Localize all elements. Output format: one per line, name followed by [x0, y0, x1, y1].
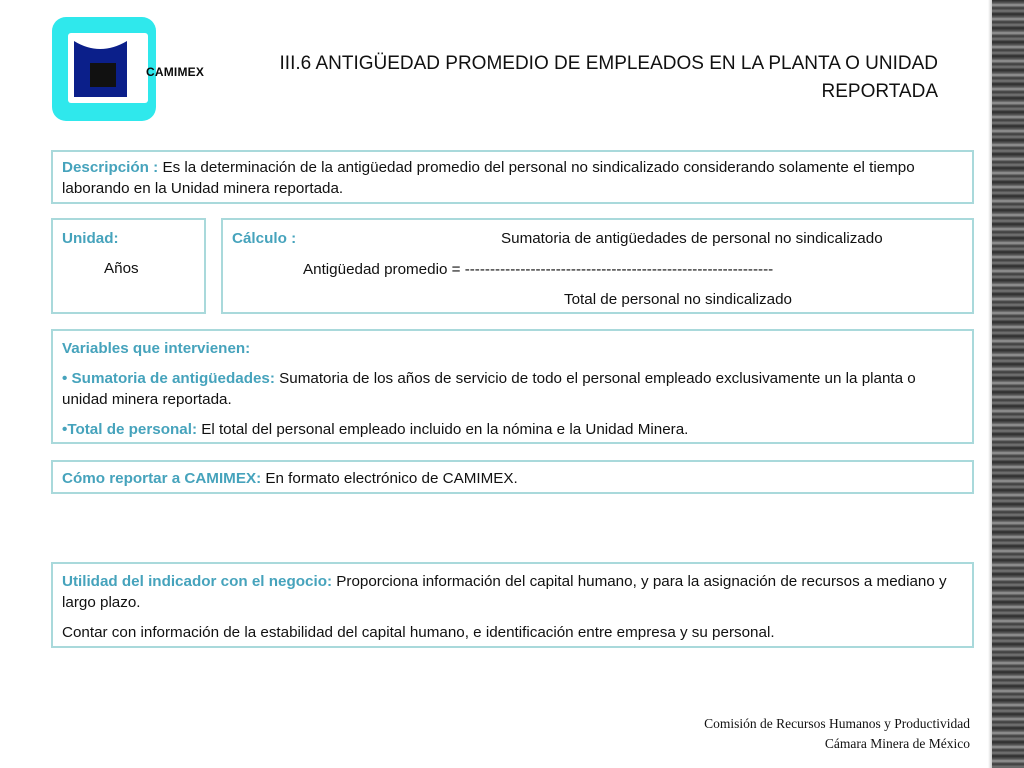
calculation-box — [221, 218, 974, 314]
logo-label: CAMIMEX — [146, 65, 205, 79]
footer-line-2: Cámara Minera de México — [824, 736, 970, 751]
item-1-text: Sumatoria de los años de servicio de todo el personal empleado exclusivamente un la planta o unidad minera reportada. — [62, 370, 916, 408]
title-line-1: III.6 ANTIGÜEDAD PROMEDIO DE EMPLEADOS EN LA PLANTA O UNIDAD — [279, 53, 938, 74]
reporting-text: En formato electrónico de CAMIMEX. — [261, 470, 518, 487]
item-2-text: El total del personal empleado incluido en la nómina e la Unidad Minera. — [197, 421, 689, 438]
bullet-2: • — [62, 421, 68, 438]
page-title — [250, 50, 938, 106]
calculation-label: Cálculo : — [232, 230, 297, 247]
description-label: Descripción : — [62, 159, 159, 176]
camimex-logo — [52, 17, 156, 121]
item-1-label: Sumatoria de antigüedades: — [71, 370, 275, 387]
variables-label: Variables que intervienen: — [62, 340, 251, 357]
calculation-denominator: Total de personal no sindicalizado — [564, 291, 792, 308]
utility-text: Proporciona información del capital humano, y para la asignación de recursos a mediano y largo plazo. — [62, 573, 947, 611]
utility-label: Utilidad del indicador con el negocio: — [62, 573, 333, 590]
logo-core — [90, 63, 116, 87]
unit-label: Unidad: — [62, 230, 119, 247]
utility-box — [51, 562, 974, 648]
description-text: Es la determinación de la antigüedad promedio del personal no sindicalizado considerando solamente el tiempo laborando en la Unidad minera reportada. — [62, 159, 915, 197]
bullet-1: • — [62, 370, 72, 387]
item-2-label: Total de personal: — [67, 421, 197, 438]
unit-value: Años — [104, 260, 139, 277]
reporting-label: Cómo reportar a CAMIMEX: — [62, 470, 262, 487]
calculation-numerator: Sumatoria de antigüedades de personal no sindicalizado — [501, 230, 883, 247]
footer-line-1: Comisión de Recursos Humanos y Productividad — [704, 716, 970, 731]
unit-box — [51, 218, 206, 314]
reporting-box — [51, 460, 974, 494]
title-line-2: REPORTADA — [821, 81, 938, 102]
variables-item-2 — [62, 419, 963, 440]
footer — [704, 714, 970, 754]
utility-text-2: Contar con información de la estabilidad del capital humano, e identificación entre empresa y su personal. — [62, 624, 775, 641]
calculation-formula: Antigüedad promedio = ------------------------------------------------------------- — [303, 261, 774, 278]
description-box — [51, 150, 974, 204]
decorative-edge — [988, 0, 1024, 768]
variables-box — [51, 329, 974, 444]
variables-item-1 — [62, 368, 963, 410]
